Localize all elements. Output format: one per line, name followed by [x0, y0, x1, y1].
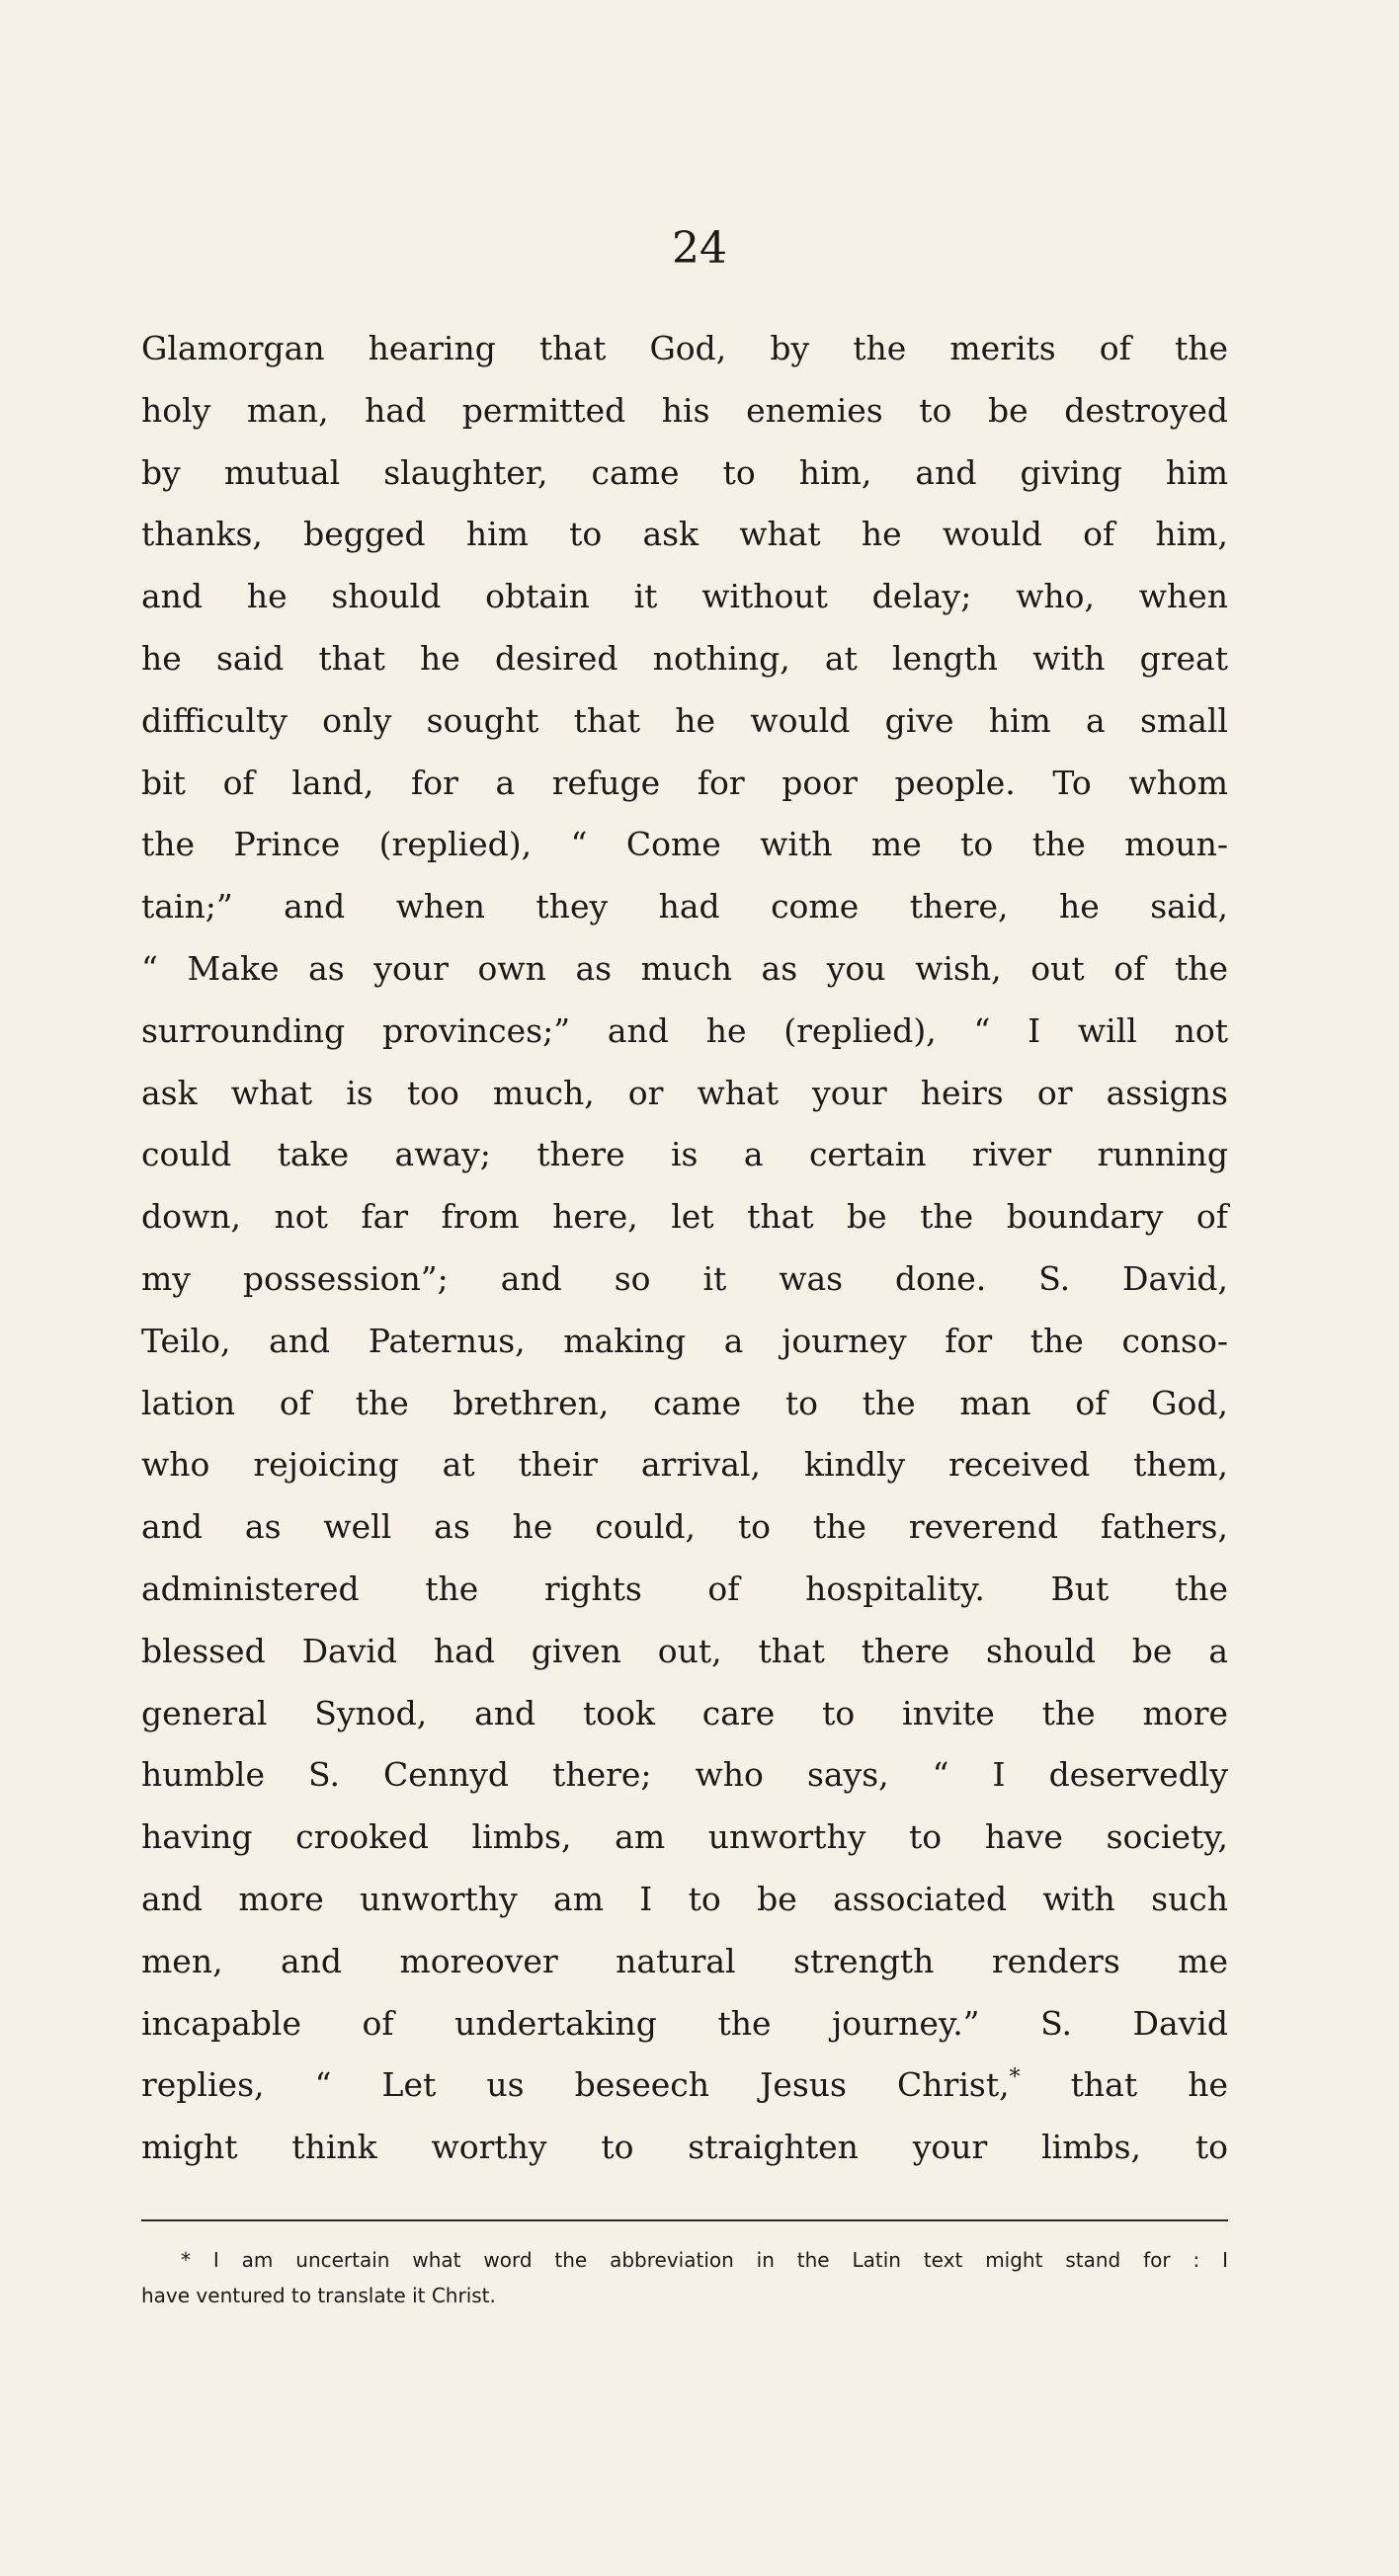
text-line: bit of land, for a refuge for poor people. To whom — [141, 763, 1228, 802]
text-line: my possession”; and so it was done. S. David, — [141, 1258, 1228, 1298]
text-line: Teilo, and Paternus, making a journey for the conso- — [141, 1321, 1228, 1360]
text-line: the Prince (replied), “ Come with me to the moun- — [141, 825, 1228, 864]
text-segment: replies, “ Let us beseech Jesus Christ, — [141, 2065, 1010, 2105]
text-line: tain;” and when they had come there, he said, — [141, 887, 1228, 926]
text-line: blessed David had given out, that there should be a — [141, 1631, 1228, 1670]
text-line: and more unworthy am I to be associated with such — [141, 1879, 1228, 1918]
text-line: administered the rights of hospitality. But the — [141, 1569, 1228, 1608]
text-line: surrounding provinces;” and he (replied), “ I will not — [141, 1010, 1228, 1050]
text-line: Glamorgan hearing that God, by the merits of the — [141, 329, 1228, 367]
text-line: difficulty only sought that he would give him a small — [141, 700, 1228, 740]
footnote — [141, 2242, 1228, 2313]
text-line: general Synod, and took care to invite the more — [141, 1693, 1228, 1732]
page-number: 24 — [672, 223, 727, 274]
text-line-with-footnote-mark — [141, 2054, 1228, 2117]
text-line: having crooked limbs, am unworthy to have society, — [141, 1817, 1228, 1857]
text-line: who rejoicing at their arrival, kindly received them, — [141, 1445, 1228, 1485]
text-line: “ Make as your own as much as you wish, out of the — [141, 948, 1228, 988]
text-line: ask what is too much, or what your heirs or assigns — [141, 1073, 1228, 1112]
footnote-mark: * — [1009, 2065, 1021, 2091]
text-line: could take away; there is a certain river running — [141, 1135, 1228, 1174]
text-line: lation of the brethren, came to the man of God, — [141, 1383, 1228, 1422]
text-line: might think worthy to straighten your limbs, to — [141, 2128, 1228, 2167]
text-line: thanks, begged him to ask what he would of him, — [141, 515, 1228, 554]
text-line: humble S. Cennyd there; who says, “ I deservedly — [141, 1755, 1228, 1795]
text-line: incapable of undertaking the journey.” S. David — [141, 2003, 1228, 2043]
footnote-line: have ventured to translate it Christ. — [141, 2284, 496, 2307]
text-line: men, and moreover natural strength renders me — [141, 1941, 1228, 1980]
text-line: and he should obtain it without delay; who, when — [141, 577, 1228, 616]
text-line: he said that he desired nothing, at length with great — [141, 638, 1228, 678]
text-line: and as well as he could, to the reverend fathers, — [141, 1507, 1228, 1547]
text-segment: that he — [1020, 2065, 1228, 2105]
footnote-rule — [141, 2219, 1228, 2221]
text-line: down, not far from here, let that be the boundary of — [141, 1197, 1228, 1237]
text-line: holy man, had permitted his enemies to be destroyed — [141, 390, 1228, 430]
footnote-line: * I am uncertain what word the abbreviation in the Latin text might stand for : I — [181, 2248, 1228, 2272]
body-text — [141, 318, 1228, 2179]
text-line: by mutual slaughter, came to him, and giving him — [141, 452, 1228, 492]
